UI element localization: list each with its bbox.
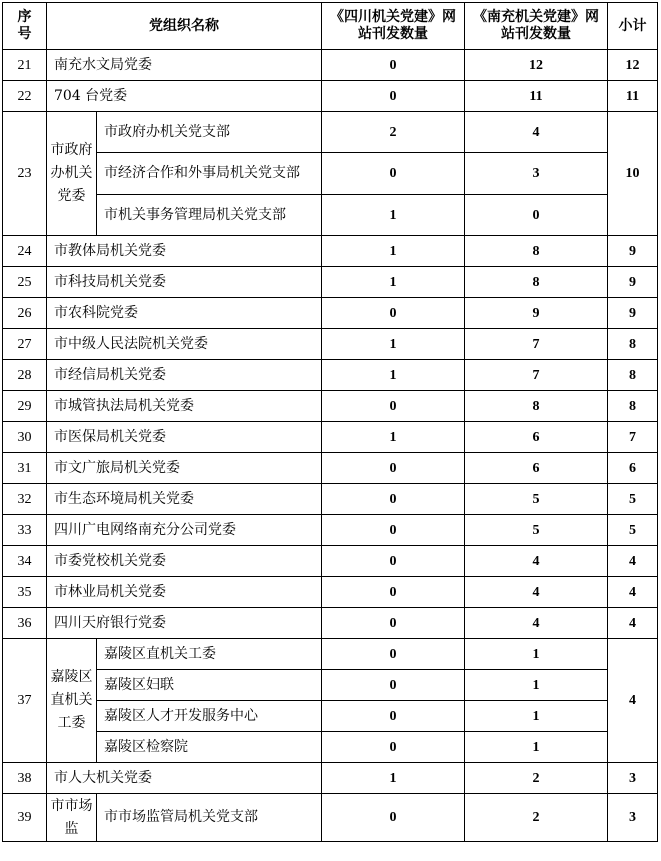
row-sichuan-count: 0: [322, 391, 465, 422]
row-sichuan-count: 0: [322, 732, 465, 763]
row-nanchong-count: 9: [465, 298, 608, 329]
row-sichuan-count: 0: [322, 546, 465, 577]
row-nanchong-count: 12: [465, 50, 608, 81]
header-row: [3, 3, 658, 50]
row-seq: 34: [3, 546, 47, 577]
row-subtotal: 8: [608, 360, 658, 391]
row-org-name: 市中级人民法院机关党委: [47, 329, 322, 360]
row-org-name: 市委党校机关党委: [47, 546, 322, 577]
row-nanchong-count: 2: [465, 763, 608, 794]
row-sub-org-name: 嘉陵区妇联: [97, 670, 322, 701]
row-sichuan-count: 1: [322, 329, 465, 360]
statistics-table: [2, 2, 658, 842]
header-nanchong-count: 《南充机关党建》网站刊发数量: [465, 3, 608, 50]
table-row: [3, 670, 658, 701]
row-subtotal: 3: [608, 763, 658, 794]
row-subtotal: 8: [608, 391, 658, 422]
row-sichuan-count: 0: [322, 701, 465, 732]
row-sichuan-count: 0: [322, 515, 465, 546]
row-sichuan-count: 0: [322, 794, 465, 842]
row-org-name: 市经信局机关党委: [47, 360, 322, 391]
table-row: [3, 236, 658, 267]
row-seq: 39: [3, 794, 47, 842]
row-nanchong-count: 1: [465, 732, 608, 763]
row-nanchong-count: 2: [465, 794, 608, 842]
row-seq: 29: [3, 391, 47, 422]
row-sichuan-count: 0: [322, 453, 465, 484]
row-subtotal: 6: [608, 453, 658, 484]
table-row: [3, 546, 658, 577]
row-seq: 28: [3, 360, 47, 391]
row-nanchong-count: 4: [465, 577, 608, 608]
row-sichuan-count: 0: [322, 153, 465, 195]
table-row: [3, 391, 658, 422]
row-sichuan-count: 0: [322, 670, 465, 701]
row-sichuan-count: 0: [322, 81, 465, 112]
row-subtotal: 4: [608, 639, 658, 763]
row-sichuan-count: 1: [322, 236, 465, 267]
row-nanchong-count: 5: [465, 484, 608, 515]
row-seq: 30: [3, 422, 47, 453]
row-sub-org-name: 市经济合作和外事局机关党支部: [97, 153, 322, 195]
table-row: [3, 153, 658, 195]
row-sichuan-count: 1: [322, 422, 465, 453]
row-sichuan-count: 0: [322, 50, 465, 81]
row-seq: 36: [3, 608, 47, 639]
row-subtotal: 7: [608, 422, 658, 453]
table-row: [3, 484, 658, 515]
row-subtotal: 9: [608, 236, 658, 267]
table-row: [3, 515, 658, 546]
table-row: [3, 50, 658, 81]
row-subtotal: 5: [608, 515, 658, 546]
row-org-name: 市林业局机关党委: [47, 577, 322, 608]
row-subtotal: 8: [608, 329, 658, 360]
row-subtotal: 10: [608, 112, 658, 236]
row-sichuan-count: 0: [322, 298, 465, 329]
row-seq: 22: [3, 81, 47, 112]
row-nanchong-count: 0: [465, 195, 608, 236]
row-nanchong-count: 3: [465, 153, 608, 195]
table-row: [3, 732, 658, 763]
row-nanchong-count: 8: [465, 267, 608, 298]
row-sub-org-name: 市机关事务管理局机关党支部: [97, 195, 322, 236]
row-nanchong-count: 4: [465, 608, 608, 639]
row-sub-org-name: 市市场监管局机关党支部: [97, 794, 322, 842]
row-seq: 24: [3, 236, 47, 267]
row-nanchong-count: 8: [465, 391, 608, 422]
row-seq: 32: [3, 484, 47, 515]
row-seq: 31: [3, 453, 47, 484]
row-group-name: 市政府办机关党委: [47, 112, 97, 236]
row-sub-org-name: 市政府办机关党支部: [97, 112, 322, 153]
header-name: 党组织名称: [47, 3, 322, 50]
table-row: [3, 360, 658, 391]
row-subtotal: 4: [608, 577, 658, 608]
table-row: [3, 112, 658, 153]
row-sichuan-count: 1: [322, 267, 465, 298]
row-subtotal: 12: [608, 50, 658, 81]
row-sichuan-count: 0: [322, 577, 465, 608]
row-nanchong-count: 6: [465, 453, 608, 484]
table-row: [3, 763, 658, 794]
row-nanchong-count: 7: [465, 360, 608, 391]
table-row: [3, 453, 658, 484]
row-seq: 37: [3, 639, 47, 763]
row-nanchong-count: 4: [465, 546, 608, 577]
row-org-name: 市人大机关党委: [47, 763, 322, 794]
row-org-name: 市医保局机关党委: [47, 422, 322, 453]
row-nanchong-count: 1: [465, 670, 608, 701]
row-sichuan-count: 0: [322, 484, 465, 515]
row-seq: 27: [3, 329, 47, 360]
row-nanchong-count: 7: [465, 329, 608, 360]
table-row: [3, 195, 658, 236]
row-group-name: 嘉陵区直机关工委: [47, 639, 97, 763]
table-row: [3, 81, 658, 112]
row-subtotal: 4: [608, 546, 658, 577]
row-sub-org-name: 嘉陵区直机关工委: [97, 639, 322, 670]
row-subtotal: 5: [608, 484, 658, 515]
row-sichuan-count: 1: [322, 195, 465, 236]
row-seq: 33: [3, 515, 47, 546]
row-seq: 23: [3, 112, 47, 236]
table-row: [3, 422, 658, 453]
header-subtotal: 小计: [608, 3, 658, 50]
row-nanchong-count: 1: [465, 701, 608, 732]
row-sub-org-name: 嘉陵区人才开发服务中心: [97, 701, 322, 732]
row-org-name: 市农科院党委: [47, 298, 322, 329]
row-org-name: 四川广电网络南充分公司党委: [47, 515, 322, 546]
table-row: [3, 267, 658, 298]
row-nanchong-count: 6: [465, 422, 608, 453]
row-seq: 35: [3, 577, 47, 608]
row-subtotal: 9: [608, 267, 658, 298]
row-org-name: 市科技局机关党委: [47, 267, 322, 298]
row-sichuan-count: 2: [322, 112, 465, 153]
row-nanchong-count: 5: [465, 515, 608, 546]
row-org-name: 704 台党委: [47, 81, 322, 112]
row-seq: 21: [3, 50, 47, 81]
table-row: [3, 298, 658, 329]
row-sichuan-count: 0: [322, 639, 465, 670]
row-sichuan-count: 0: [322, 608, 465, 639]
row-sub-org-name: 嘉陵区检察院: [97, 732, 322, 763]
row-org-name: 市生态环境局机关党委: [47, 484, 322, 515]
table-row: [3, 639, 658, 670]
row-org-name: 市文广旅局机关党委: [47, 453, 322, 484]
row-group-name: 市市场监: [47, 794, 97, 842]
row-subtotal: 9: [608, 298, 658, 329]
row-sichuan-count: 1: [322, 360, 465, 391]
row-subtotal: 4: [608, 608, 658, 639]
table-row: [3, 329, 658, 360]
row-nanchong-count: 1: [465, 639, 608, 670]
row-org-name: 市城管执法局机关党委: [47, 391, 322, 422]
row-seq: 25: [3, 267, 47, 298]
row-subtotal: 3: [608, 794, 658, 842]
row-subtotal: 11: [608, 81, 658, 112]
table-row: [3, 701, 658, 732]
row-seq: 26: [3, 298, 47, 329]
row-nanchong-count: 11: [465, 81, 608, 112]
row-sichuan-count: 1: [322, 763, 465, 794]
header-seq: 序号: [3, 3, 47, 50]
header-sichuan-count: 《四川机关党建》网站刊发数量: [322, 3, 465, 50]
table-body: [3, 50, 658, 842]
table-row: [3, 577, 658, 608]
table-row: [3, 608, 658, 639]
row-nanchong-count: 4: [465, 112, 608, 153]
row-org-name: 市教体局机关党委: [47, 236, 322, 267]
row-org-name: 四川天府银行党委: [47, 608, 322, 639]
table-row: [3, 794, 658, 842]
row-org-name: 南充水文局党委: [47, 50, 322, 81]
row-nanchong-count: 8: [465, 236, 608, 267]
row-seq: 38: [3, 763, 47, 794]
